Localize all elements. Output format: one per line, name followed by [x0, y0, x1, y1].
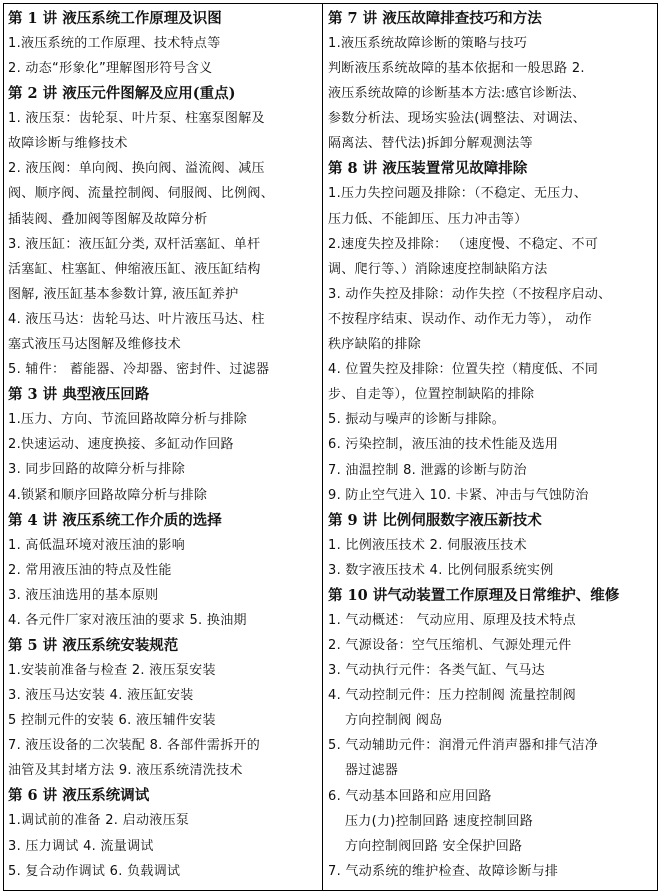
lecture-8-line-7: 秩序缺陷的排除	[328, 337, 422, 353]
lecture-7-line-1: 1.液压系统故障诊断的策略与技巧	[328, 36, 528, 51]
lecture-7-title: 第 7 讲 液压故障排查技巧和方法	[328, 10, 542, 27]
lecture-1-title: 第 1 讲 液压系统工作原理及识图	[8, 10, 222, 27]
lecture-7-line-3: 液压系统故障的诊断基本方法:感官诊断法、	[328, 86, 586, 102]
lecture-5-line-2: 3. 液压马达安装 4. 液压缸安装	[8, 688, 194, 704]
lecture-5-title: 第 5 讲 液压系统安装规范	[8, 636, 179, 654]
lecture-3-line-3: 3. 同步回路的故障分析与排除	[8, 462, 186, 478]
lecture-10-line-4: 4. 气动控制元件：压力控制阀 流量控制阀	[328, 688, 576, 704]
lecture-8-line-1: 1.压力失控问题及排除：（不稳定、无压力、	[328, 186, 588, 202]
lecture-8-line-10: 5. 振动与噪声的诊断与排除。	[328, 412, 506, 428]
column-divider	[322, 3, 323, 891]
lecture-6-title: 第 6 讲 液压系统调试	[8, 787, 150, 805]
lecture-8-line-9: 步、自走等），位置控制缺陷的排除	[328, 387, 535, 403]
lecture-10-line-2: 2. 气源设备：空气压缩机、气源处理元件	[328, 637, 572, 653]
lecture-8-line-2: 压力低、不能卸压、压力冲击等）	[328, 211, 528, 227]
lecture-1-line-1: 1.液压系统的工作原理、技术特点等	[8, 36, 221, 51]
lecture-5-line-4: 7. 液压设备的二次装配 8. 各部件需拆开的	[8, 738, 261, 754]
lecture-2-line-6: 3. 液压缸：液压缸分类, 双杆活塞缸、单杆	[8, 236, 261, 252]
lecture-7-line-5: 隔离法、替代法)拆卸分解观测法等	[328, 136, 533, 152]
lecture-3-line-4: 4.锁紧和顺序回路故障分析与排除	[8, 487, 208, 503]
lecture-8-line-13: 9. 防止空气进入 10. 卡紧、冲击与气蚀防治	[328, 487, 589, 503]
lecture-8-line-5: 3. 动作失控及排除：动作失控（不按程序启动、	[328, 286, 612, 302]
lecture-2-line-8: 图解, 液压缸基本参数计算, 液压缸养护	[8, 286, 239, 302]
lecture-9-line-2: 3. 数字液压技术 4. 比例伺服系统实例	[328, 562, 554, 578]
lecture-8-line-3: 2.速度失控及排除： （速度慢、不稳定、不可	[328, 236, 599, 252]
lecture-2-line-10: 塞式液压马达图解及维修技术	[8, 337, 181, 353]
lecture-2-line-9: 4. 液压马达：齿轮马达、叶片液压马达、柱	[8, 311, 265, 327]
lecture-10-line-11: 7. 气动系统的维护检查、故障诊断与排	[328, 863, 559, 879]
lecture-2-line-11: 5. 辅件： 蓄能器、冷却器、密封件、过滤器	[8, 362, 270, 378]
lecture-9-line-1: 1. 比例液压技术 2. 伺服液压技术	[328, 537, 527, 553]
lecture-3-title: 第 3 讲 典型液压回路	[8, 386, 150, 404]
lecture-8-line-11: 6. 污染控制，液压油的技术性能及选用	[328, 437, 559, 453]
lecture-9-title: 第 9 讲 比例伺服数字液压新技术	[328, 511, 542, 529]
lecture-8-line-12: 7. 油温控制 8. 泄露的诊断与防治	[328, 462, 527, 478]
lecture-10-line-10: 方向控制阀回路 安全保护回路	[345, 838, 523, 854]
right-column	[328, 6, 654, 884]
lecture-8-title: 第 8 讲 液压装置常见故障排除	[328, 160, 528, 178]
lecture-10-line-9: 压力(力)控制回路 速度控制回路	[345, 813, 534, 829]
lecture-5-line-1: 1.安装前准备与检查 2. 液压泵安装	[8, 662, 216, 678]
lecture-2-line-1: 1. 液压泵：齿轮泵、叶片泵、柱塞泵图解及	[8, 111, 265, 127]
lecture-2-line-7: 活塞缸、柱塞缸、伸缩液压缸、液压缸结构	[8, 261, 261, 277]
lecture-10-line-6: 5. 气动辅助元件：润滑元件消声器和排气洁净	[328, 738, 599, 754]
lecture-3-line-1: 1.压力、方向、节流回路故障分析与排除	[8, 412, 248, 428]
left-column	[8, 6, 318, 884]
lecture-7-line-2: 判断液压系统故障的基本依据和一般思路 2.	[328, 61, 585, 77]
lecture-8-line-4: 调、爬行等、）消除速度控制缺陷方法	[328, 261, 548, 277]
lecture-2-line-2: 故障诊断与维修技术	[8, 136, 128, 152]
lecture-10-line-8: 6. 气动基本回路和应用回路	[328, 788, 492, 804]
lecture-7-line-4: 参数分析法、现场实验法(调整法、对调法、	[328, 111, 587, 127]
lecture-4-title: 第 4 讲 液压系统工作介质的选择	[8, 511, 222, 529]
lecture-6-line-3: 5. 复合动作调试 6. 负载调试	[8, 863, 181, 879]
lecture-10-line-5: 方向控制阀 阀岛	[345, 713, 443, 729]
lecture-4-line-1: 1. 高低温环境对液压油的影响	[8, 537, 186, 553]
lecture-10-line-7: 器过滤器	[345, 763, 399, 779]
lecture-4-line-3: 3. 液压油选用的基本原则	[8, 587, 159, 603]
lecture-10-title: 第 10 讲气动装置工作原理及日常维护、维修	[328, 586, 620, 604]
lecture-6-line-1: 1.调试前的准备 2. 启动液压泵	[8, 813, 190, 829]
lecture-5-line-3: 5 控制元件的安装 6. 液压辅件安装	[8, 713, 216, 729]
lecture-1-line-2: 2. 动态“形象化”理解图形符号含义	[8, 61, 213, 77]
lecture-2-line-3: 2. 液压阀：单向阀、换向阀、溢流阀、减压	[8, 161, 265, 177]
lecture-5-line-5: 油管及其封堵方法 9. 液压系统清洗技术	[8, 763, 243, 779]
lecture-2-title: 第 2 讲 液压元件图解及应用(重点)	[8, 85, 236, 103]
lecture-8-line-6: 不按程序结束、误动作、动作无力等）， 动作	[328, 311, 592, 327]
lecture-6-line-2: 3. 压力调试 4. 流量调试	[8, 838, 154, 854]
lecture-2-line-5: 插装阀、叠加阀等图解及故障分析	[8, 211, 208, 227]
lecture-4-line-4: 4. 各元件厂家对液压油的要求 5. 换油期	[8, 612, 247, 628]
lecture-10-line-1: 1. 气动概述： 气动应用、原理及技术特点	[328, 612, 576, 628]
lecture-4-line-2: 2. 常用液压油的特点及性能	[8, 562, 172, 578]
lecture-8-line-8: 4. 位置失控及排除：位置失控（精度低、不同	[328, 362, 599, 378]
lecture-3-line-2: 2.快速运动、速度换接、多缸动作回路	[8, 437, 234, 453]
lecture-2-line-4: 阀、顺序阀、流量控制阀、伺服阀、比例阀、	[8, 186, 275, 202]
lecture-10-line-3: 3. 气动执行元件：各类气缸、气马达	[328, 663, 545, 679]
